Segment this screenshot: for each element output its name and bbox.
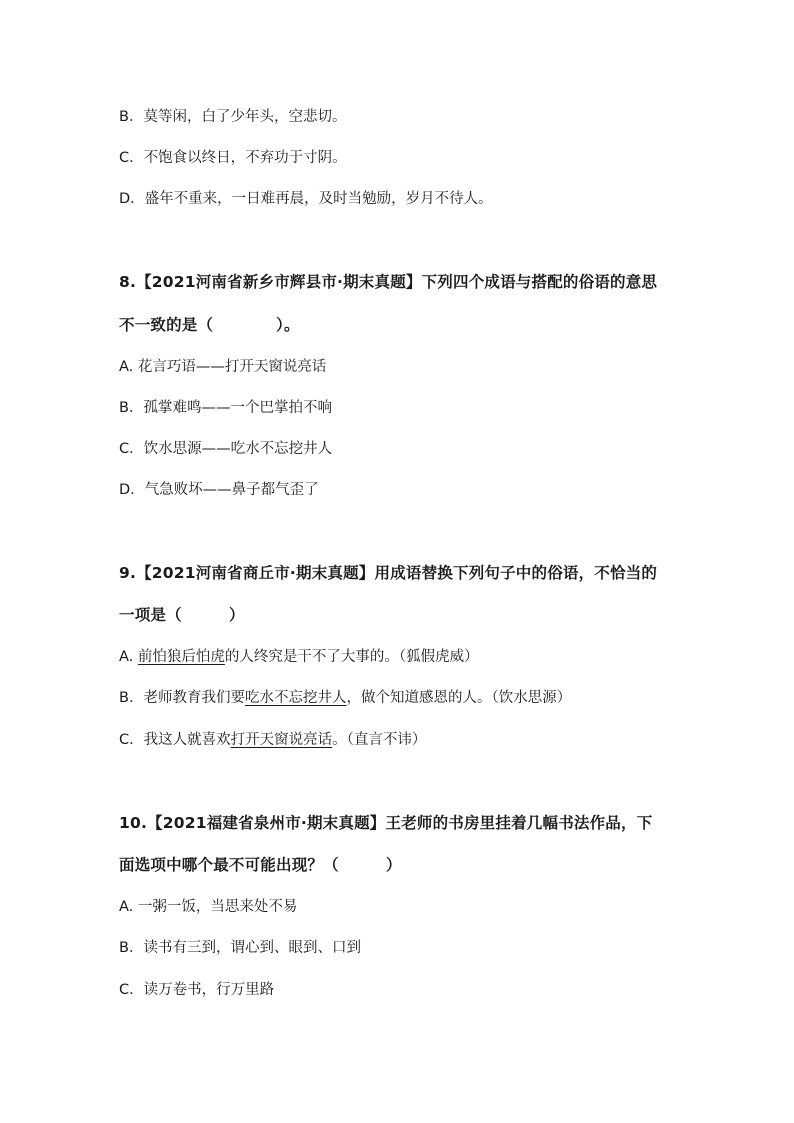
underlined-proverb: 前怕狼后怕虎 [137,649,225,665]
question-10-option-c: C．读万卷书，行万里路 [119,982,275,998]
option-prefix: C．我这人就喜欢 [119,732,231,748]
underlined-proverb: 打开天窗说亮话 [230,732,333,748]
option-rest: 的人终究是干不了大事的。（狐假虎威） [224,649,479,665]
question-10-option-a: A. 一粥一饭，当思来处不易 [119,899,298,915]
question-10-option-b: B．读书有三到，谓心到、眼到、口到 [119,940,361,956]
question-8-stem-line1: 8.【2021河南省新乡市辉县市·期末真题】下列四个成语与搭配的俗语的意思 [119,273,658,291]
question-8-option-a: A. 花言巧语——打开天窗说亮话 [119,359,327,375]
question-9-stem-line1: 9.【2021河南省商丘市·期末真题】用成语替换下列句子中的俗语，不恰当的 [119,564,658,582]
question-8-stem-line2: 不一致的是（ ）。 [119,316,300,334]
prev-option-d: D．盛年不重来，一日难再晨，及时当勉励，岁月不待人。 [119,191,493,207]
underlined-proverb: 吃水不忘挖井人 [244,690,347,706]
question-9-option-a [119,647,479,667]
question-8-option-c: C．饮水思源——吃水不忘挖井人 [119,441,333,457]
option-prefix: A. [119,649,138,665]
question-10-stem-line1: 10.【2021福建省泉州市·期末真题】王老师的书房里挂着几幅书法作品，下 [119,814,653,832]
option-prefix: B．老师教育我们要 [119,690,245,706]
question-9-stem-line2: 一项是（ ） [119,606,245,624]
question-8-option-b: B．孤掌难鸣——一个巴掌拍不响 [119,400,332,416]
question-9-option-b [119,688,571,708]
question-10-stem-line2: 面选项中哪个最不可能出现？（ ） [119,856,402,874]
question-8-option-d: D．气急败坏——鼻子都气歪了 [119,482,319,498]
prev-option-b: B．莫等闲，白了少年头，空悲切。 [119,109,347,125]
option-rest: ，做个知道感恩的人。（饮水思源） [346,690,572,706]
prev-option-c: C．不饱食以终日，不弃功于寸阴。 [119,150,347,166]
option-rest: 。（直言不讳） [332,732,427,748]
question-9-option-c [119,730,426,750]
